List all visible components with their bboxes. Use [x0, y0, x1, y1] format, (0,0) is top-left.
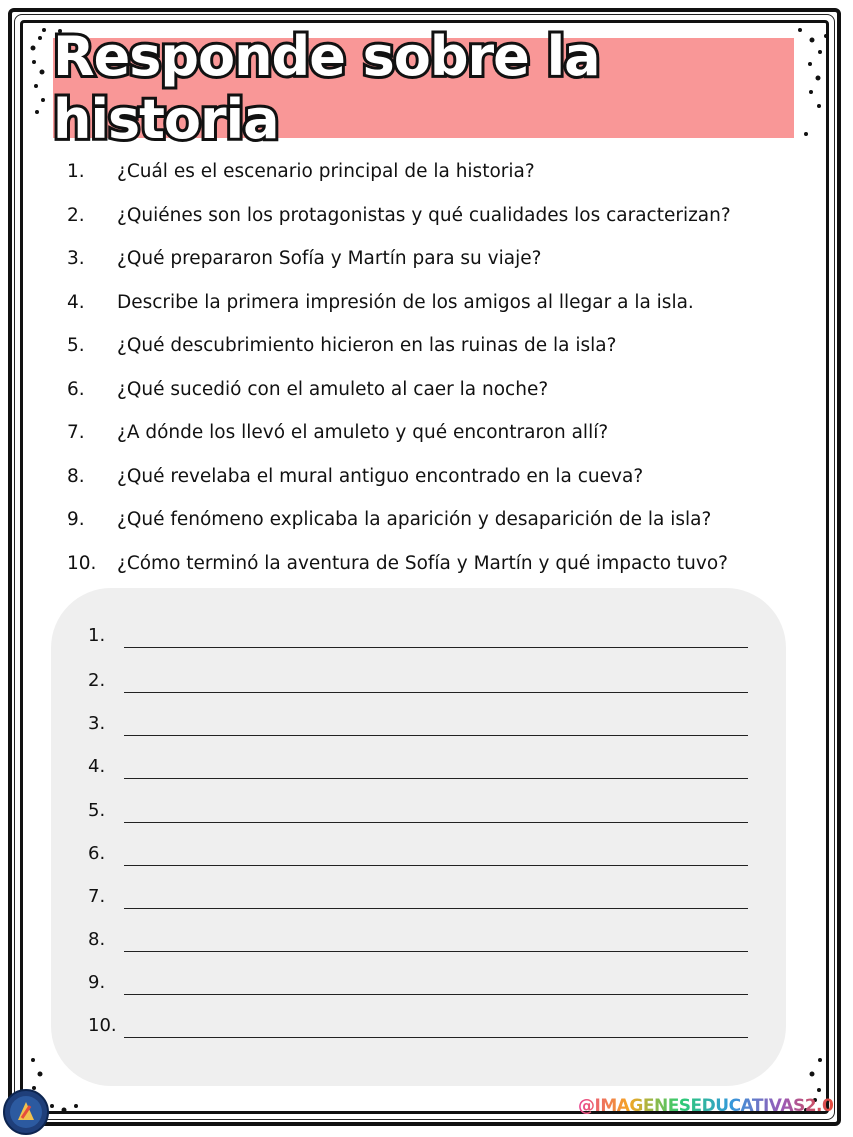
answer-line[interactable]	[88, 836, 748, 866]
publisher-logo-icon	[2, 1088, 50, 1136]
answer-number: 7.	[88, 886, 106, 907]
watermark-text: @IMAGENESEDUCATIVAS2.0	[578, 1096, 834, 1116]
question-number: 3.	[67, 248, 85, 270]
answer-line[interactable]	[88, 793, 748, 823]
answer-number: 6.	[88, 843, 106, 864]
question-number: 9.	[67, 509, 85, 531]
question-item	[67, 411, 787, 455]
question-text: ¿Cuál es el escenario principal de la historia?	[117, 161, 535, 183]
answer-line[interactable]	[88, 706, 748, 736]
title-banner	[53, 25, 794, 151]
answer-line[interactable]	[88, 922, 748, 952]
answer-number: 5.	[88, 800, 106, 821]
answer-line[interactable]	[88, 618, 748, 648]
question-number: 5.	[67, 335, 85, 357]
answer-number: 4.	[88, 756, 106, 777]
writing-line[interactable]	[124, 735, 748, 736]
answer-box	[51, 588, 786, 1086]
question-text: ¿Cómo terminó la aventura de Sofía y Martín y qué impacto tuvo?	[117, 552, 728, 574]
question-item	[67, 455, 787, 499]
question-item	[67, 368, 787, 412]
writing-line[interactable]	[124, 951, 748, 952]
question-text: ¿Qué prepararon Sofía y Martín para su viaje?	[117, 248, 542, 270]
writing-line[interactable]	[124, 647, 748, 648]
page-title: Responde sobre la historia	[53, 25, 600, 151]
question-number: 4.	[67, 291, 85, 313]
question-text: ¿Qué descubrimiento hicieron en las ruinas de la isla?	[117, 335, 617, 357]
answer-line[interactable]	[88, 749, 748, 779]
question-number: 6.	[67, 378, 85, 400]
question-item	[67, 498, 787, 542]
question-number: 8.	[67, 465, 85, 487]
writing-line[interactable]	[124, 822, 748, 823]
question-number: 1.	[67, 161, 85, 183]
question-item	[67, 237, 787, 281]
answer-number: 3.	[88, 713, 106, 734]
writing-line[interactable]	[124, 908, 748, 909]
answer-line[interactable]	[88, 1008, 748, 1038]
answer-number: 9.	[88, 972, 106, 993]
writing-line[interactable]	[124, 1037, 748, 1038]
answer-number: 10.	[88, 1015, 117, 1036]
question-text: ¿Qué fenómeno explicaba la aparición y desaparición de la isla?	[117, 509, 712, 531]
question-item	[67, 542, 787, 586]
question-list	[67, 150, 787, 585]
question-text: ¿Qué sucedió con el amuleto al caer la noche?	[117, 378, 549, 400]
question-number: 2.	[67, 204, 85, 226]
answer-line[interactable]	[88, 965, 748, 995]
writing-line[interactable]	[124, 692, 748, 693]
question-item	[67, 324, 787, 368]
question-text: Describe la primera impresión de los amigos al llegar a la isla.	[117, 291, 694, 313]
answer-line[interactable]	[88, 663, 748, 693]
question-number: 10.	[67, 552, 97, 574]
question-text: ¿A dónde los llevó el amuleto y qué encontraron allí?	[117, 422, 609, 444]
answer-number: 1.	[88, 625, 106, 646]
question-text: ¿Qué revelaba el mural antiguo encontrado en la cueva?	[117, 465, 644, 487]
answer-number: 8.	[88, 929, 106, 950]
answer-line[interactable]	[88, 879, 748, 909]
question-item	[67, 150, 787, 194]
question-item	[67, 281, 787, 325]
question-number: 7.	[67, 422, 85, 444]
question-text: ¿Quiénes son los protagonistas y qué cualidades los caracterizan?	[117, 204, 731, 226]
writing-line[interactable]	[124, 778, 748, 779]
writing-line[interactable]	[124, 994, 748, 995]
writing-line[interactable]	[124, 865, 748, 866]
question-item	[67, 194, 787, 238]
answer-number: 2.	[88, 670, 106, 691]
